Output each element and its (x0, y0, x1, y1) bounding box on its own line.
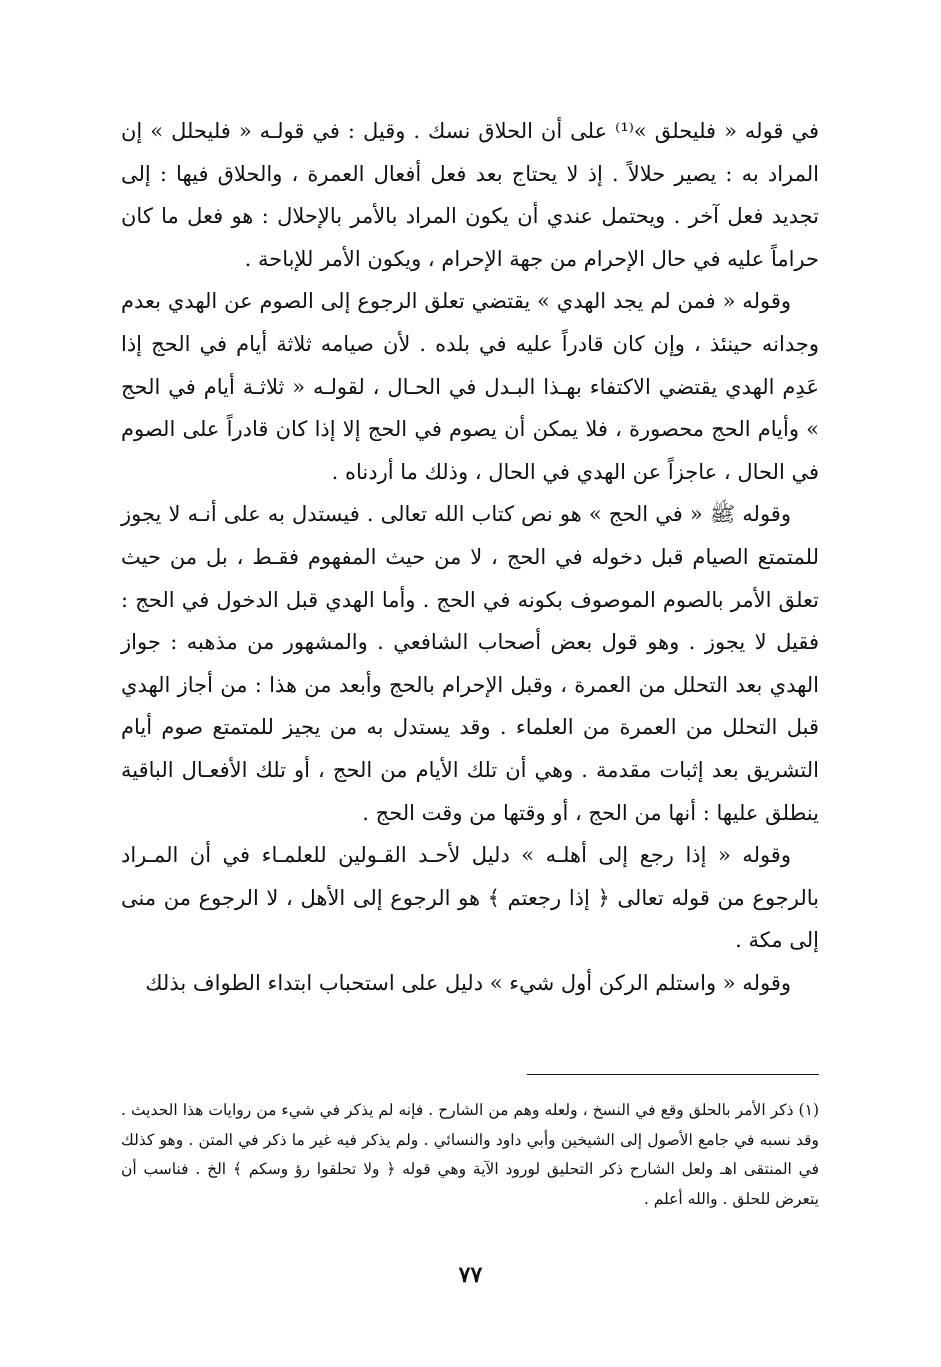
paragraph-4: وقوله « إذا رجع إلى أهلـه » دليل لأحـد القـولين للعلمـاء في أن المـراد بالرجوع من قوله تعالى ﴿ إذا رجعتم ﴾ هو الرجوع إلى الأهل ، لا الرجوع من منى إلى مكة . (121, 843, 819, 953)
page-number: ٧٧ (458, 1262, 483, 1288)
paragraph-1: في قوله « فليحلق »⁽¹⁾ على أن الحلاق نسك . وقيل : في قولـه « فليحلل » إن المراد به : يصير حلالاً . إذ لا يحتاج بعد فعل أفعال العمرة ، والحلاق فيها : إلى تجديد فعل آخر . ويحتمل عندي أن يكون المراد بالأمر بالإحلال : هو فعل ما كان حراماً عليه في حال الإحرام من جهة الإحرام ، ويكون الأمر للإباحة . (121, 119, 819, 271)
paragraph-3: وقوله ﷺ « في الحج » هو نص كتاب الله تعالى . فيستدل به على أنـه لا يجوز للمتمتع الصيام قبل دخوله في الحج ، لا من حيث المفهوم فقـط ، بل من حيث تعلق الأمر بالصوم الموصوف بكونه في الحج . وأما الهدي قبل الدخول في الحج : فقيل لا يجوز . وهو قول بعض أصحاب الشافعي . والمشهور من مذهبه : جواز الهدي بعد التحلل من العمرة ، وقبل الإحرام بالحج وأبعد من هذا : من أجاز الهدي قبل التحلل من العمرة من العلماء . وقد يستدل به من يجيز للمتمتع صوم أيام التشريق بعد إثبات مقدمة . وهي أن تلك الأيام من الحج ، أو تلك الأفعـال الباقية ينطلق عليها : أنها من الحج ، أو وقتها من وقت الحج . (121, 502, 819, 825)
main-text (121, 110, 819, 1004)
footnote-1: (١) ذكر الأمر بالحلق وقع في النسخ ، ولعله وهم من الشارح . فإنه لم يذكر في شيء من روايات هذا الحديث . وقد نسبه في جامع الأصول إلى الشيخين وأبي داود والنسائي . ولم يذكر فيه غير ما ذكر في المتن . وهو كذلك في المنتقى اهـ ولعل الشارح ذكر التحليق لورود الآية وهي قوله ﴿ ولا تحلقوا رؤ وسكم ﴾ الخ . فناسب أن يتعرض للحلق . والله أعلم . (121, 1101, 819, 1208)
footnotes-section (121, 1096, 819, 1214)
paragraph-5: وقوله « واستلم الركن أول شيء » دليل على استحباب ابتداء الطواف بذلك (145, 970, 791, 995)
footnote-separator (527, 1074, 819, 1075)
paragraph-2: وقوله « فمن لم يجد الهدي » يقتضي تعلق الرجوع إلى الصوم عن الهدي بعدم وجدانه حينئذ ، وإن كان قادراً عليه في بلده . لأن صيامه ثلاثة أيام في الحج إذا عَدِم الهدي يقتضي الاكتفاء بهـذا البـدل في الحـال ، لقولـه « ثلاثـة أيام في الحج » وأيام الحج محصورة ، فلا يمكن أن يصوم في الحج إلا إذا كان قادراً على الصوم في الحال ، عاجزاً عن الهدي في الحال ، وذلك ما أردناه . (121, 289, 819, 484)
